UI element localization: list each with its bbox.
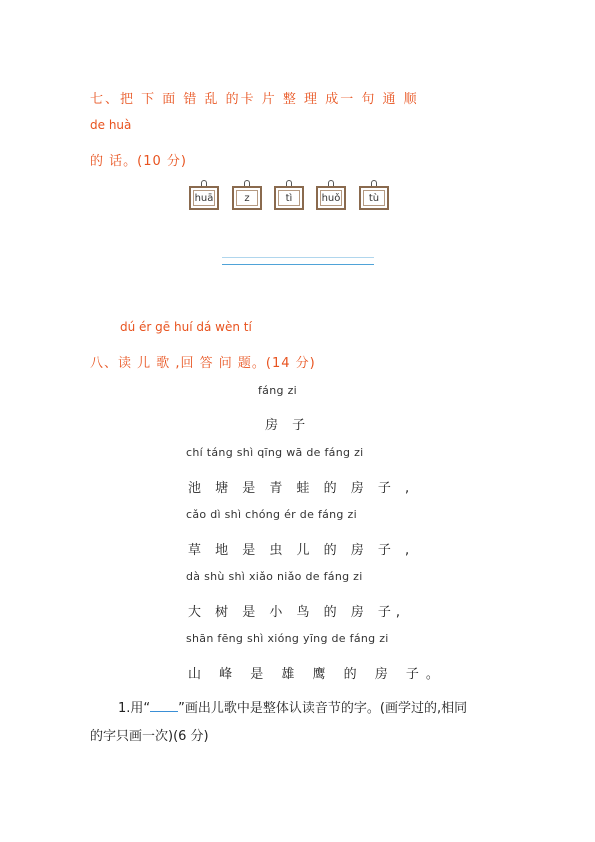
card-hook-icon <box>371 180 377 186</box>
section8-title: 八、读 儿 歌 ,回 答 问 题。(14 分) <box>90 356 316 371</box>
pinyin-card-3: tì <box>274 186 304 210</box>
question-1 <box>118 697 467 716</box>
pinyin-card-5: tù <box>359 186 389 210</box>
question-1-suffix: ”画出儿歌中是整体认读音节的字。(画学过的,相同 <box>178 701 468 716</box>
poem-line-1: 池 塘 是 青 蛙 的 房 子 , <box>188 481 415 496</box>
question-1-line2: 的字只画一次)(6 分) <box>90 729 209 744</box>
underline-sample <box>150 699 178 712</box>
answer-line <box>222 264 374 265</box>
poem-title: 房 子 <box>265 418 311 433</box>
pinyin-card-1: huā <box>189 186 219 210</box>
section7-pinyin: de huà <box>90 118 132 132</box>
card-hook-icon <box>328 180 334 186</box>
poem-line-4-pinyin: shān fēng shì xióng yīng de fáng zi <box>186 632 389 645</box>
poem-line-3: 大 树 是 小 鸟 的 房 子, <box>188 605 406 620</box>
section7-title: 七、把 下 面 错 乱 的卡 片 整 理 成一 句 通 顺 <box>90 92 419 107</box>
card-hook-icon <box>201 180 207 186</box>
poem-line-2-pinyin: cǎo dì shì chóng ér de fáng zi <box>186 508 357 521</box>
card-hook-icon <box>286 180 292 186</box>
pinyin-card-4: huǒ <box>316 186 346 210</box>
poem-line-2: 草 地 是 虫 儿 的 房 子 , <box>188 543 415 558</box>
section8-pinyin: dú ér gē huí dá wèn tí <box>120 320 252 334</box>
poem-title-pinyin: fáng zi <box>258 384 297 397</box>
poem-line-3-pinyin: dà shù shì xiǎo niǎo de fáng zi <box>186 570 363 583</box>
section7-title-cont: 的 话。(10 分) <box>90 154 187 169</box>
card-hook-icon <box>244 180 250 186</box>
pinyin-card-2: z <box>232 186 262 210</box>
poem-line-4: 山 峰 是 雄 鹰 的 房 子。 <box>188 667 446 682</box>
answer-line-top <box>222 257 374 258</box>
question-1-prefix: 1.用“ <box>118 701 151 716</box>
poem-line-1-pinyin: chí táng shì qīng wā de fáng zi <box>186 446 364 459</box>
